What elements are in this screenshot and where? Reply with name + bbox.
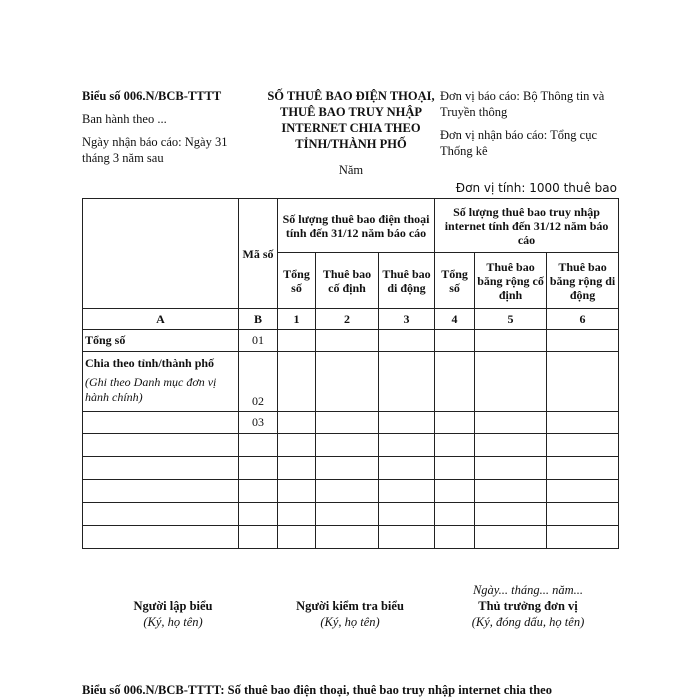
index-cell: 4 [435,309,475,330]
by-province-label: Chia theo tỉnh/thành phố [85,356,215,370]
table-row-by-province [83,352,619,412]
data-cell [278,412,316,434]
receiving-unit: Đơn vị nhận báo cáo: Tổng cục Thống kê [440,128,598,158]
unit-label: Đơn vị tính: 1000 thuê bao [455,181,617,195]
table-row-03 [83,412,619,434]
header-right [440,88,630,166]
signature-head [448,598,608,630]
data-cell [435,412,475,434]
sub-header-internet-mobile-broadband: Thuê bao băng rộng di động [547,253,619,309]
report-table [82,198,619,549]
header-row-1 [83,199,619,253]
data-cell [475,412,547,434]
year-label: Năm [338,163,364,177]
index-row [83,309,619,330]
data-cell [316,330,379,352]
head-title: Thủ trưởng đơn vị [478,599,578,613]
row-label-by-province [83,352,239,412]
data-cell [316,352,379,412]
sub-header-phone-total: Tổng số [278,253,316,309]
header-title-block [262,88,440,178]
table-row-empty [83,434,619,457]
internet-group-header: Số lượng thuê bao truy nhập internet tính đến 31/12 năm báo cáo [435,199,619,253]
issued-by: Ban hành theo ... [82,112,167,126]
data-cell [278,330,316,352]
table-row-empty [83,503,619,526]
blank-header-cell [83,199,239,309]
form-code: Biểu số 006.N/BCB-TTTT [82,89,222,103]
data-cell [547,412,619,434]
sub-header-phone-mobile: Thuê bao di động [379,253,435,309]
checker-title: Người kiểm tra biểu [296,599,404,613]
table-row-total [83,330,619,352]
data-cell [379,352,435,412]
row-label-total: Tổng số [83,330,239,352]
sub-header-internet-total: Tổng số [435,253,475,309]
data-cell [475,330,547,352]
footer-text: Biểu số 006.N/BCB-TTTT: Số thuê bao điện thoại, thuê bao truy nhập internet chia theo [82,683,552,697]
phone-group-header: Số lượng thuê bao điện thoại tính đến 31/12 năm báo cáo [278,199,435,253]
head-note: (Ký, đóng dấu, họ tên) [471,615,585,629]
data-cell [435,330,475,352]
row-code-03: 03 [239,412,278,434]
index-cell: 3 [379,309,435,330]
index-cell: 1 [278,309,316,330]
data-cell [278,352,316,412]
data-cell [83,412,239,434]
preparer-title: Người lập biểu [133,599,213,613]
data-cell [316,412,379,434]
report-title: SỐ THUÊ BAO ĐIỆN THOẠI, THUÊ BAO TRUY NHẬP INTERNET CHIA THEO TỈNH/THÀNH PHỐ [267,89,435,151]
data-cell [435,352,475,412]
data-cell [547,352,619,412]
code-header: Mã số [239,199,278,309]
index-cell: B [239,309,278,330]
signature-checker [270,598,430,630]
date-line: Ngày... tháng... năm... [472,583,584,597]
row-code-01: 01 [239,330,278,352]
data-cell [547,330,619,352]
by-province-note: (Ghi theo Danh mục đơn vị hành chính) [85,375,217,404]
data-cell [475,352,547,412]
table-row-empty [83,526,619,549]
sub-header-phone-fixed: Thuê bao cố định [316,253,379,309]
data-cell [379,412,435,434]
index-cell: 5 [475,309,547,330]
index-cell: 6 [547,309,619,330]
reporting-unit: Đơn vị báo cáo: Bộ Thông tin và Truyền thông [440,89,605,119]
sub-header-internet-fixed-broadband: Thuê bao băng rộng cố định [475,253,547,309]
preparer-note: (Ký, họ tên) [143,615,203,629]
receive-date: Ngày nhận báo cáo: Ngày 31 tháng 3 năm sau [82,135,228,165]
header-left [82,88,252,173]
row-code-02: 02 [239,352,278,412]
table-row-empty [83,480,619,503]
data-cell [379,330,435,352]
checker-note: (Ký, họ tên) [320,615,380,629]
signature-preparer [98,598,248,630]
index-cell: 2 [316,309,379,330]
index-cell: A [83,309,239,330]
table-row-empty [83,457,619,480]
